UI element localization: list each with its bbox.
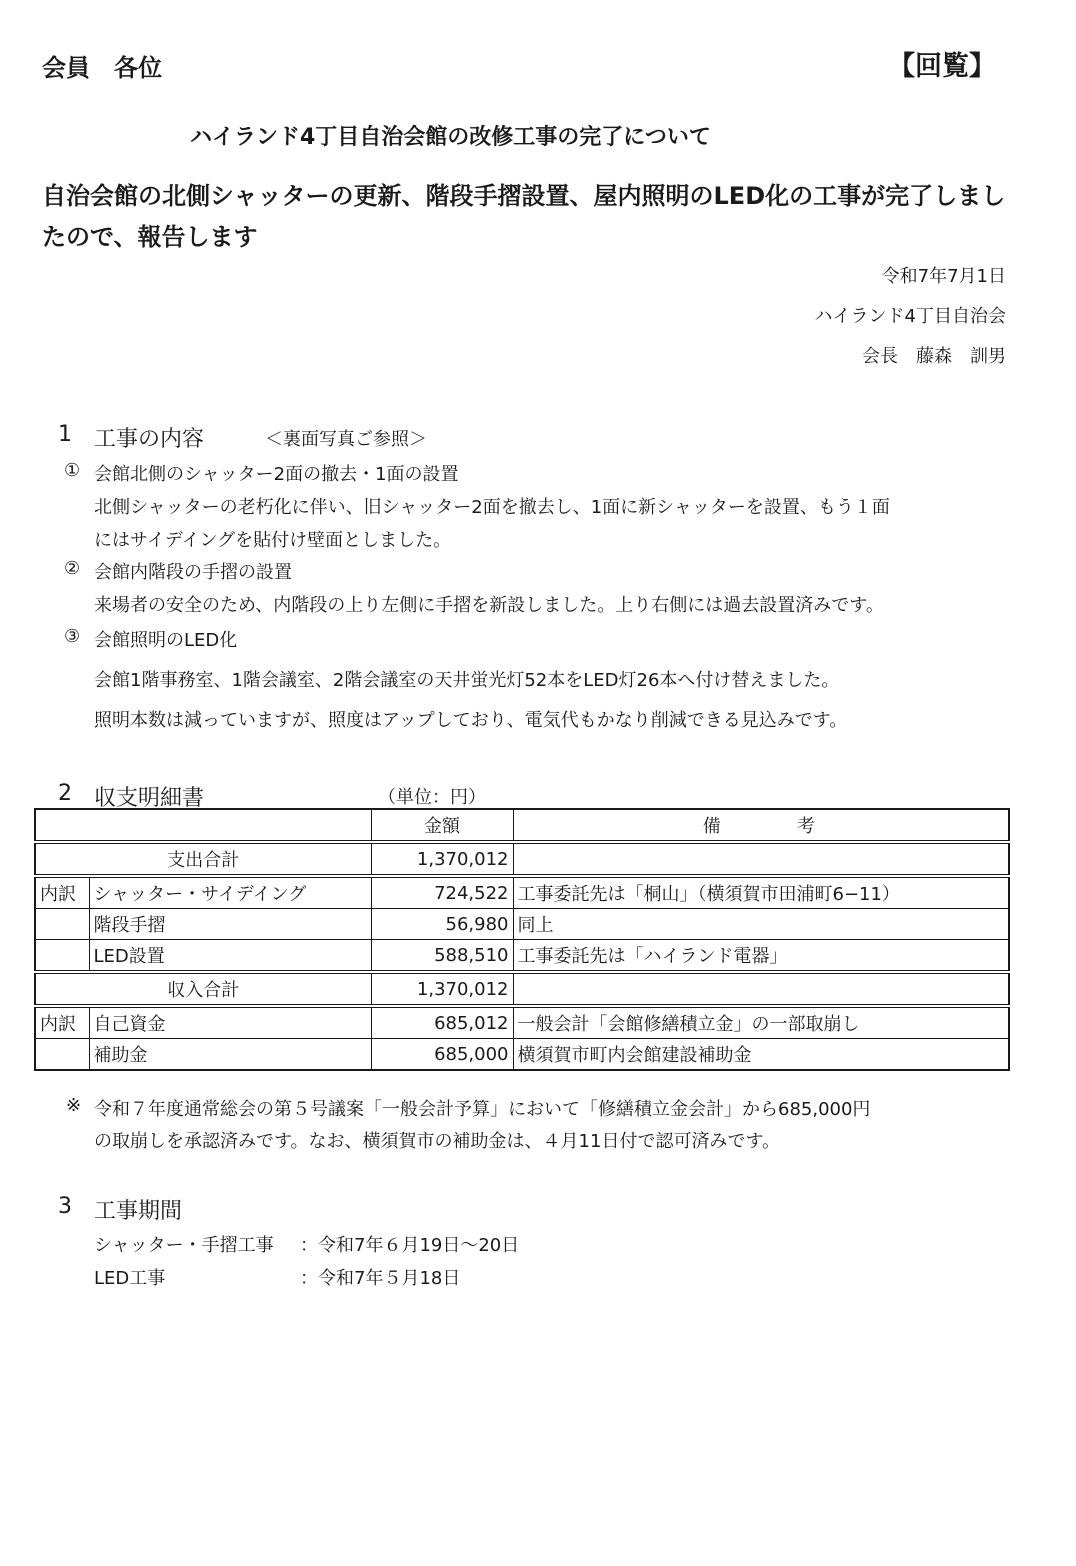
document-title: ハイランド4丁目自治会館の改修工事の完了について (190, 125, 711, 150)
breakdown-label (35, 909, 89, 940)
table-row (35, 1039, 1009, 1071)
sender-person: 会長 藤森 訓男 (862, 346, 1006, 367)
table-row (35, 1006, 1009, 1039)
section1-number: 1 (58, 422, 72, 447)
item2-line1: 来場者の安全のため、内階段の上り左側に手摺を新設しました。上り右側には過去設置済みです。 (94, 595, 884, 616)
table-row (35, 909, 1009, 940)
breakdown-label: 内訳 (35, 1006, 89, 1039)
row-amount: 724,522 (371, 876, 513, 909)
row-label: LED設置 (89, 940, 371, 973)
row-label: 自己資金 (89, 1006, 371, 1039)
section3-heading: 工事期間 (94, 1199, 183, 1224)
row-label: 階段手摺 (89, 909, 371, 940)
expense-total-row (35, 842, 1009, 876)
row-amount: 588,510 (371, 940, 513, 973)
income-total-label: 収入合計 (35, 972, 371, 1006)
income-expense-table (34, 808, 1010, 1071)
row-amount: 685,012 (371, 1006, 513, 1039)
income-total-remarks (513, 972, 1009, 1006)
row-remarks: 工事委託先は「桐山」（横須賀市田浦町6−11） (513, 876, 1009, 909)
circulation-mark: 【回覧】 (888, 51, 996, 82)
item2-marker: ② (64, 558, 81, 579)
section2-heading: 収支明細書 (94, 786, 205, 811)
income-total-amount: 1,370,012 (371, 972, 513, 1006)
item1-line2: にはサイデイングを貼付け壁面としました。 (94, 530, 452, 551)
breakdown-label (35, 940, 89, 973)
row-remarks: 横須賀市町内会館建設補助金 (513, 1039, 1009, 1071)
footnote-mark: ※ (66, 1095, 82, 1116)
period-label-shutter: シャッター・手摺工事 (94, 1235, 274, 1256)
sender-organization: ハイランド4丁目自治会 (814, 306, 1006, 327)
period-value-led: ：令和7年５月18日 (300, 1268, 461, 1289)
period-value-shutter: ：令和7年６月19日～20日 (300, 1235, 520, 1256)
expense-total-label: 支出合計 (35, 842, 371, 876)
row-label: シャッター・サイデイング (89, 876, 371, 909)
table-row (35, 876, 1009, 909)
item1-marker: ① (64, 460, 81, 481)
row-remarks: 同上 (513, 909, 1009, 940)
row-amount: 56,980 (371, 909, 513, 940)
item2-title: 会館内階段の手摺の設置 (94, 562, 292, 583)
item3-title: 会館照明のLED化 (94, 630, 238, 651)
section1-heading: 工事の内容 (94, 427, 205, 452)
expense-total-remarks (513, 842, 1009, 876)
amount-header: 金額 (371, 809, 513, 842)
addressee: 会員 各位 (42, 54, 162, 82)
issue-date: 令和7年7月1日 (881, 266, 1006, 287)
item3-line2: 照明本数は減っていますが、照度はアップしており、電気代もかなり削減できる見込みです。 (94, 710, 848, 731)
remarks-header: 備考 (513, 809, 1009, 842)
unit-label: （単位：円） (378, 787, 486, 808)
item3-line1: 会館1階事務室、1階会議室、2階会議室の天井蛍光灯52本をLED灯26本へ付け替えました。 (94, 670, 840, 691)
period-label-led: LED工事 (94, 1268, 166, 1289)
income-total-row (35, 972, 1009, 1006)
row-amount: 685,000 (371, 1039, 513, 1071)
table-header-row (35, 809, 1009, 842)
section1-note: ＜裏面写真ご参照＞ (265, 429, 427, 450)
intro-paragraph: 自治会館の北側シャッターの更新、階段手摺設置、屋内照明のLED化の工事が完了しましたので、報告します (42, 182, 1006, 251)
item1-line1: 北側シャッターの老朽化に伴い、旧シャッター2面を撤去し、1面に新シャッターを設置、もう１面 (94, 497, 890, 518)
row-label: 補助金 (89, 1039, 371, 1071)
footnote-line2: の取崩しを承認済みです。なお、横須賀市の補助金は、４月11日付で認可済みです。 (94, 1131, 781, 1152)
breakdown-label: 内訳 (35, 876, 89, 909)
section3-number: 3 (58, 1194, 72, 1219)
footnote-line1: 令和７年度通常総会の第５号議案「一般会計予算」において「修繕積立金会計」から685,000円 (94, 1099, 871, 1120)
breakdown-label (35, 1039, 89, 1071)
item3-marker: ③ (64, 626, 81, 647)
expense-total-amount: 1,370,012 (371, 842, 513, 876)
row-remarks: 一般会計「会館修繕積立金」の一部取崩し (513, 1006, 1009, 1039)
item1-title: 会館北側のシャッター2面の撤去・1面の設置 (94, 464, 459, 485)
table-row (35, 940, 1009, 973)
section2-number: 2 (58, 781, 72, 806)
row-remarks: 工事委託先は「ハイランド電器」 (513, 940, 1009, 973)
